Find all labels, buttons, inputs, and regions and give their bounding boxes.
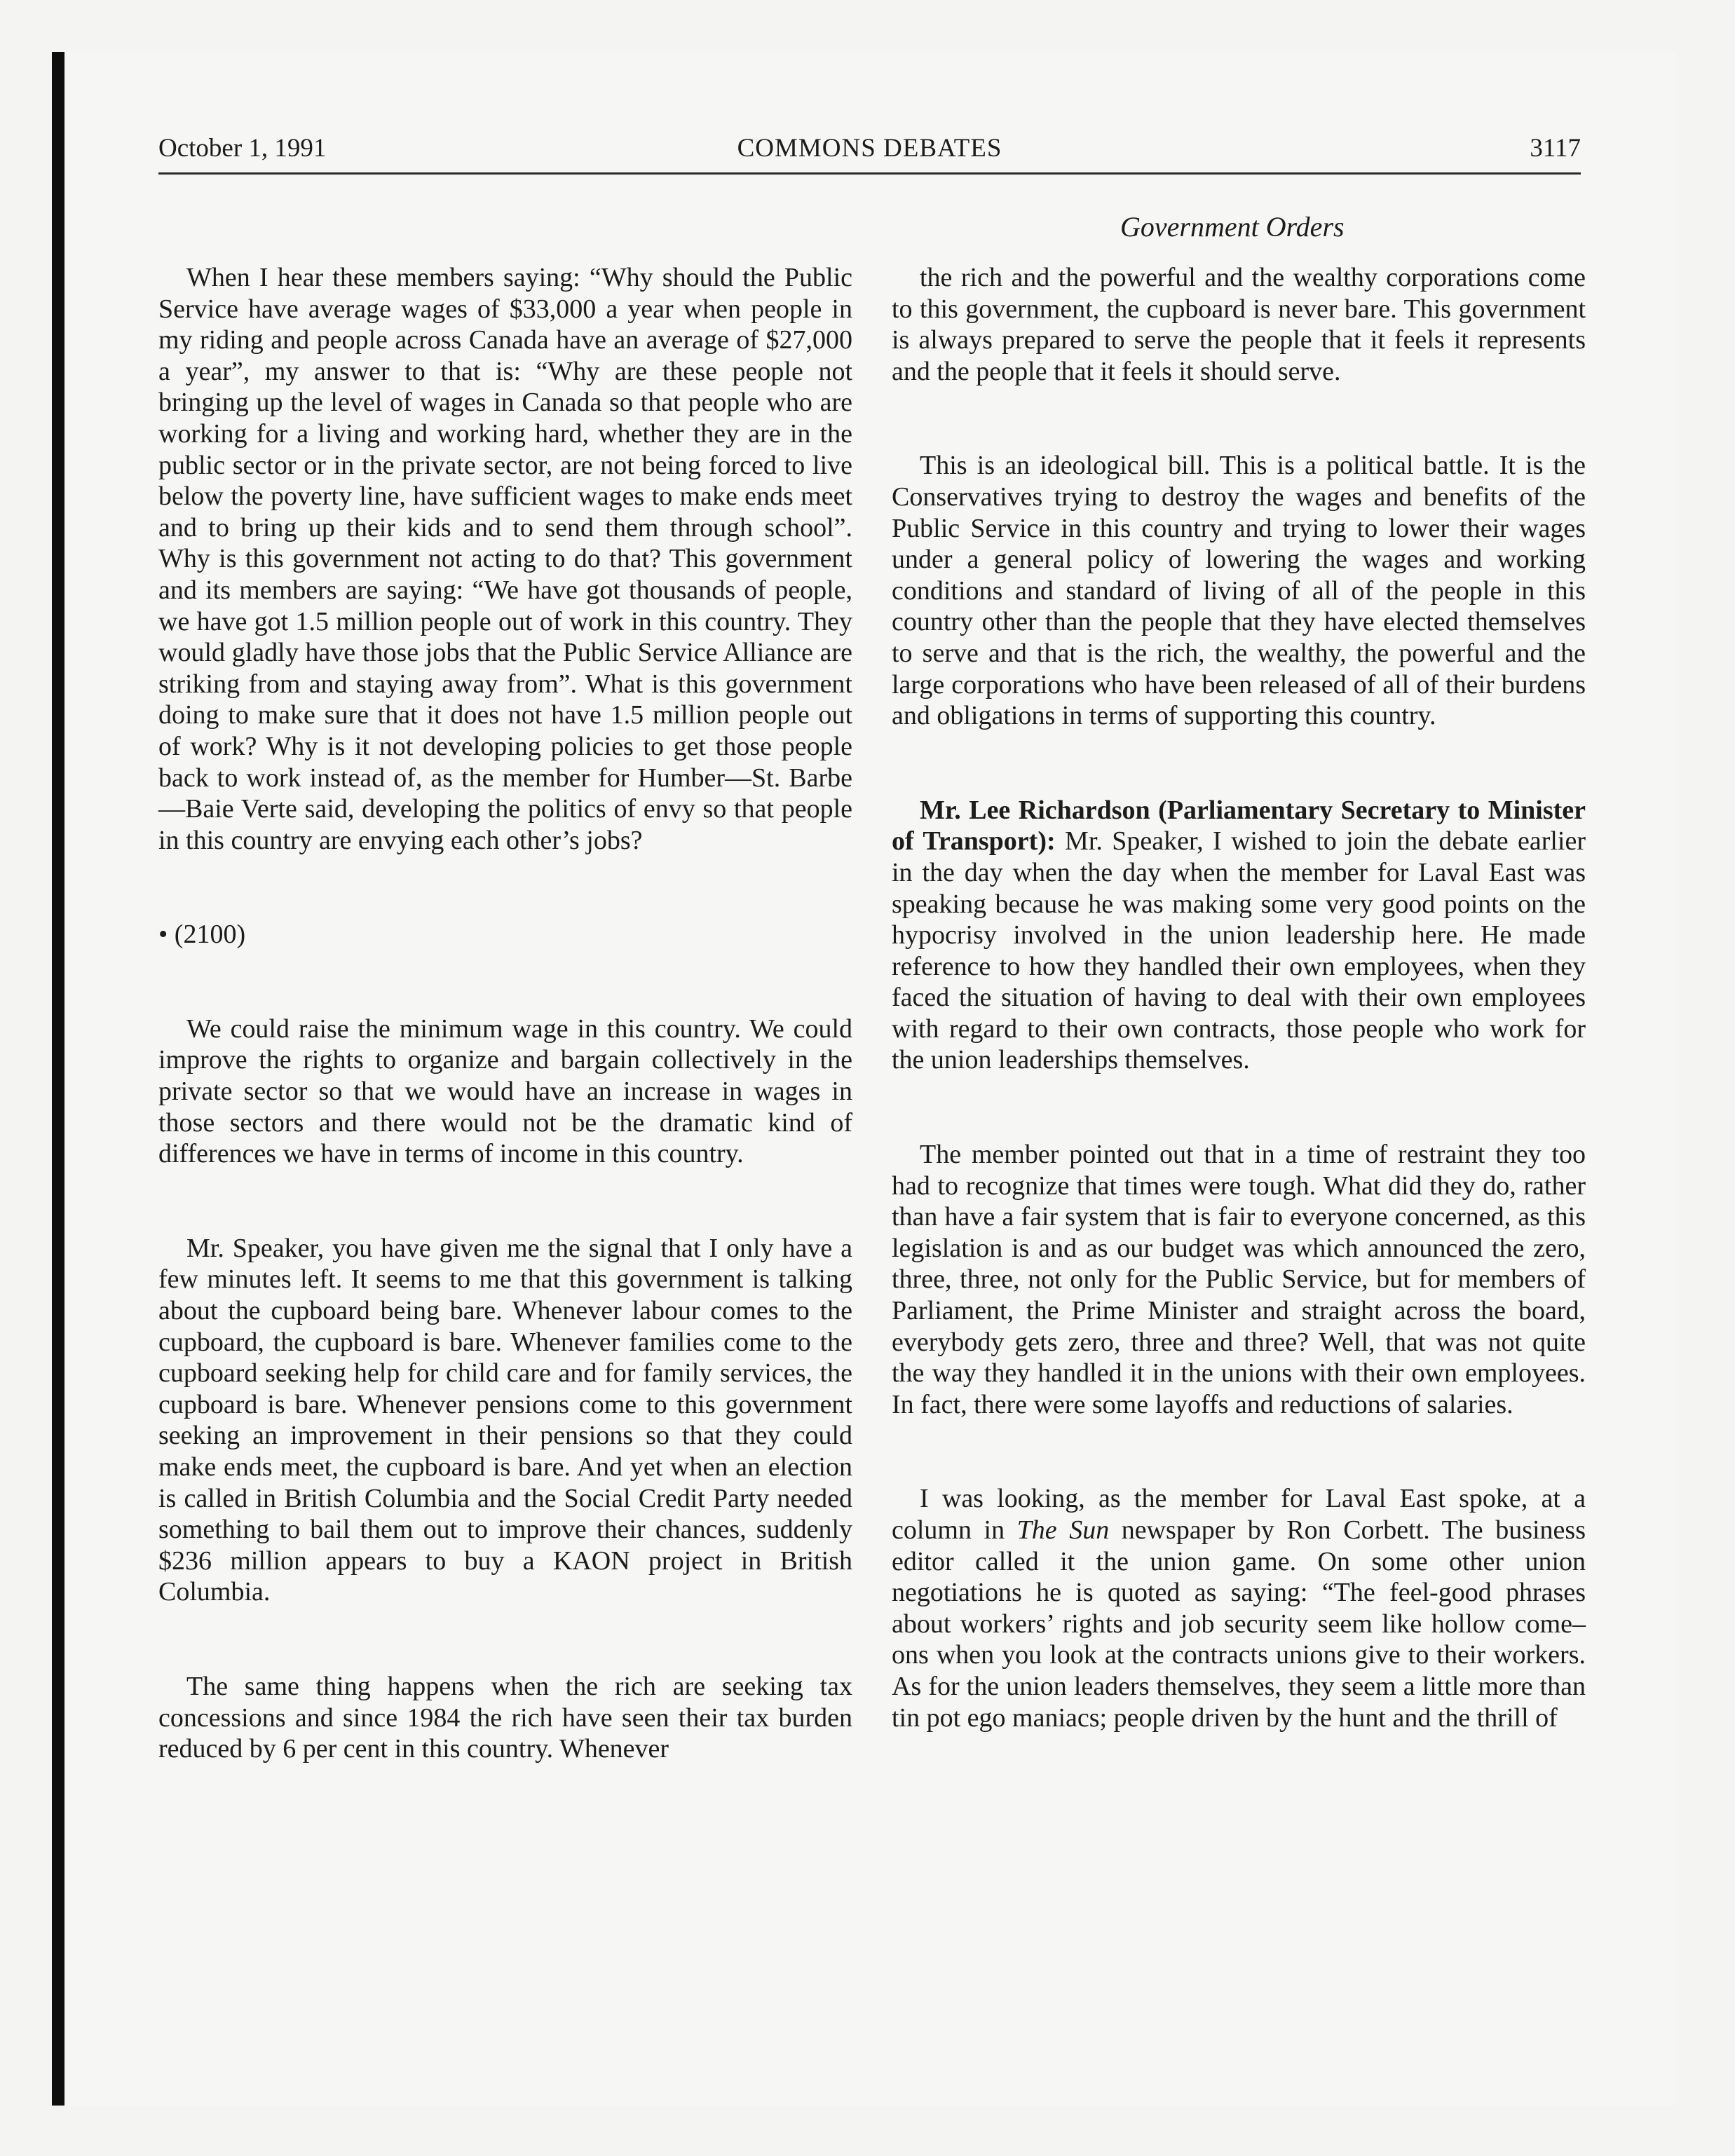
scan-edge bbox=[52, 52, 64, 2106]
paragraph-5-end: newspaper by Ron Corbett. The business editor called it the union game. On some other union negotiations he is quoted as saying: “The feel-good phrases about workers’ rights and job security seem like hollow come–ons when you look at the contracts unions give to their workers. As for the union leaders themselves, they seem a little more than tin pot ego maniacs; people driven by the hunt and the thrill of bbox=[892, 1515, 1586, 1733]
header-title: COMMONS DEBATES bbox=[737, 134, 1002, 163]
left-paragraph-1: When I hear these members saying: “Why should the Public Service have average wages of $33,000 a year when people in my riding and people across Canada have an average of $27,000 a year”, my answer to that is: “Why are these people not bringing up the level of wages in Canada so that people who are working for a living and working hard, whether they are in the public sector or in the private sector, are not being forced to live below the poverty line, have sufficient wages to make ends meet and to bring up their kids and to send them through school”. Why is this government not acting to do that? This government and its members are saying: “We have got thousands of people, we have got 1.5 million people out of work in this country. They would gladly have those jobs that the Public Service Alliance are striking from and staying away from”. What is this government doing to make sure that it does not have 1.5 million people out of work? Why is it not developing policies to get those people back to work instead of, as the member for Humber—St. Barbe—Baie Verte said, developing the politics of envy so that people in this country are envying each other’s jobs? bbox=[158, 263, 852, 855]
page-header bbox=[158, 133, 1581, 175]
left-paragraph-3: Mr. Speaker, you have given me the signal that I only have a few minutes left. It seems to me that this government is talking about the cupboard being bare. Whenever labour comes to the cupboard, the cupboard is bare. Whenever families come to the cupboard seeking help for child care and for family services, the cupboard is bare. Whenever pensions come to this government seeking an improvement in their pensions so that they could make ends meet, the cupboard is bare. And yet when an election is called in British Columbia and the Social Credit Party needed something to bail them out to improve their chances, suddenly $236 million appears to buy a KAON project in British Columbia. bbox=[158, 1233, 852, 1607]
section-label: Government Orders bbox=[1120, 211, 1345, 243]
speaker-text: Mr. Speaker, I wished to join the debate earlier in the day when the day when the member for Laval East was speaking because he was making some very good points on the hypocrisy involved in the union leadership here. He made reference to how they handled their own employees, when they faced the situation of having to deal with their own employees with regard to their own contracts, those people who work for the union leaderships themselves. bbox=[892, 826, 1586, 1075]
right-paragraph-4: The member pointed out that in a time of restraint they too had to recognize that times were tough. What did they do, rather than have a fair system that is fair to everyone concerned, as this legislation is and as our budget was which announced the zero, three, three, not only for the Public Service, but for members of Parliament, the Prime Minister and straight across the board, everybody gets zero, three and three? Well, that was not quite the way they handled it in the unions with their own employees. In fact, there were some layoffs and reductions of salaries. bbox=[892, 1140, 1586, 1419]
right-paragraph-5 bbox=[892, 1483, 1586, 1733]
paragraph-5-start: I was looking, as the member for Laval East spoke, at a column in bbox=[892, 1484, 1586, 1545]
time-marker: • (2100) bbox=[158, 920, 246, 950]
right-paragraph-2: This is an ideological bill. This is a political battle. It is the Conservatives trying to destroy the wages and benefits of the Public Service in this country and trying to lower their wages under a general policy of lowering the wages and working conditions and standard of living of all of the people in this country other than the people that they have elected themselves to serve and that is the rich, the wealthy, the powerful and the large corporations who have been released of all of their burdens and obligations in terms of supporting this country. bbox=[892, 451, 1586, 731]
right-paragraph-1: the rich and the powerful and the wealthy corporations come to this government, the cupboard is never bare. This government is always prepared to serve the people that it feels it represents and the people that it feels it should serve. bbox=[892, 263, 1586, 386]
right-paragraph-3 bbox=[892, 795, 1586, 1076]
header-date: October 1, 1991 bbox=[158, 134, 327, 163]
left-paragraph-2: We could raise the minimum wage in this country. We could improve the rights to organize and bargain collectively in the private sector so that we would have an increase in wages in those sectors and there would not be the dramatic kind of differences we have in terms of income in this country. bbox=[158, 1014, 852, 1169]
speaker-name: Mr. Lee Richardson (Parliamentary Secretary to Minister of Transport): bbox=[892, 795, 1586, 857]
left-column bbox=[158, 262, 852, 1765]
right-column bbox=[892, 262, 1586, 1733]
left-paragraph-4: The same thing happens when the rich are seeking tax concessions and since 1984 the rich have seen their tax burden reduced by 6 per cent in this country. Whenever bbox=[158, 1671, 852, 1764]
header-page-number: 3117 bbox=[1530, 134, 1581, 163]
newspaper-title: The Sun bbox=[1016, 1515, 1110, 1545]
